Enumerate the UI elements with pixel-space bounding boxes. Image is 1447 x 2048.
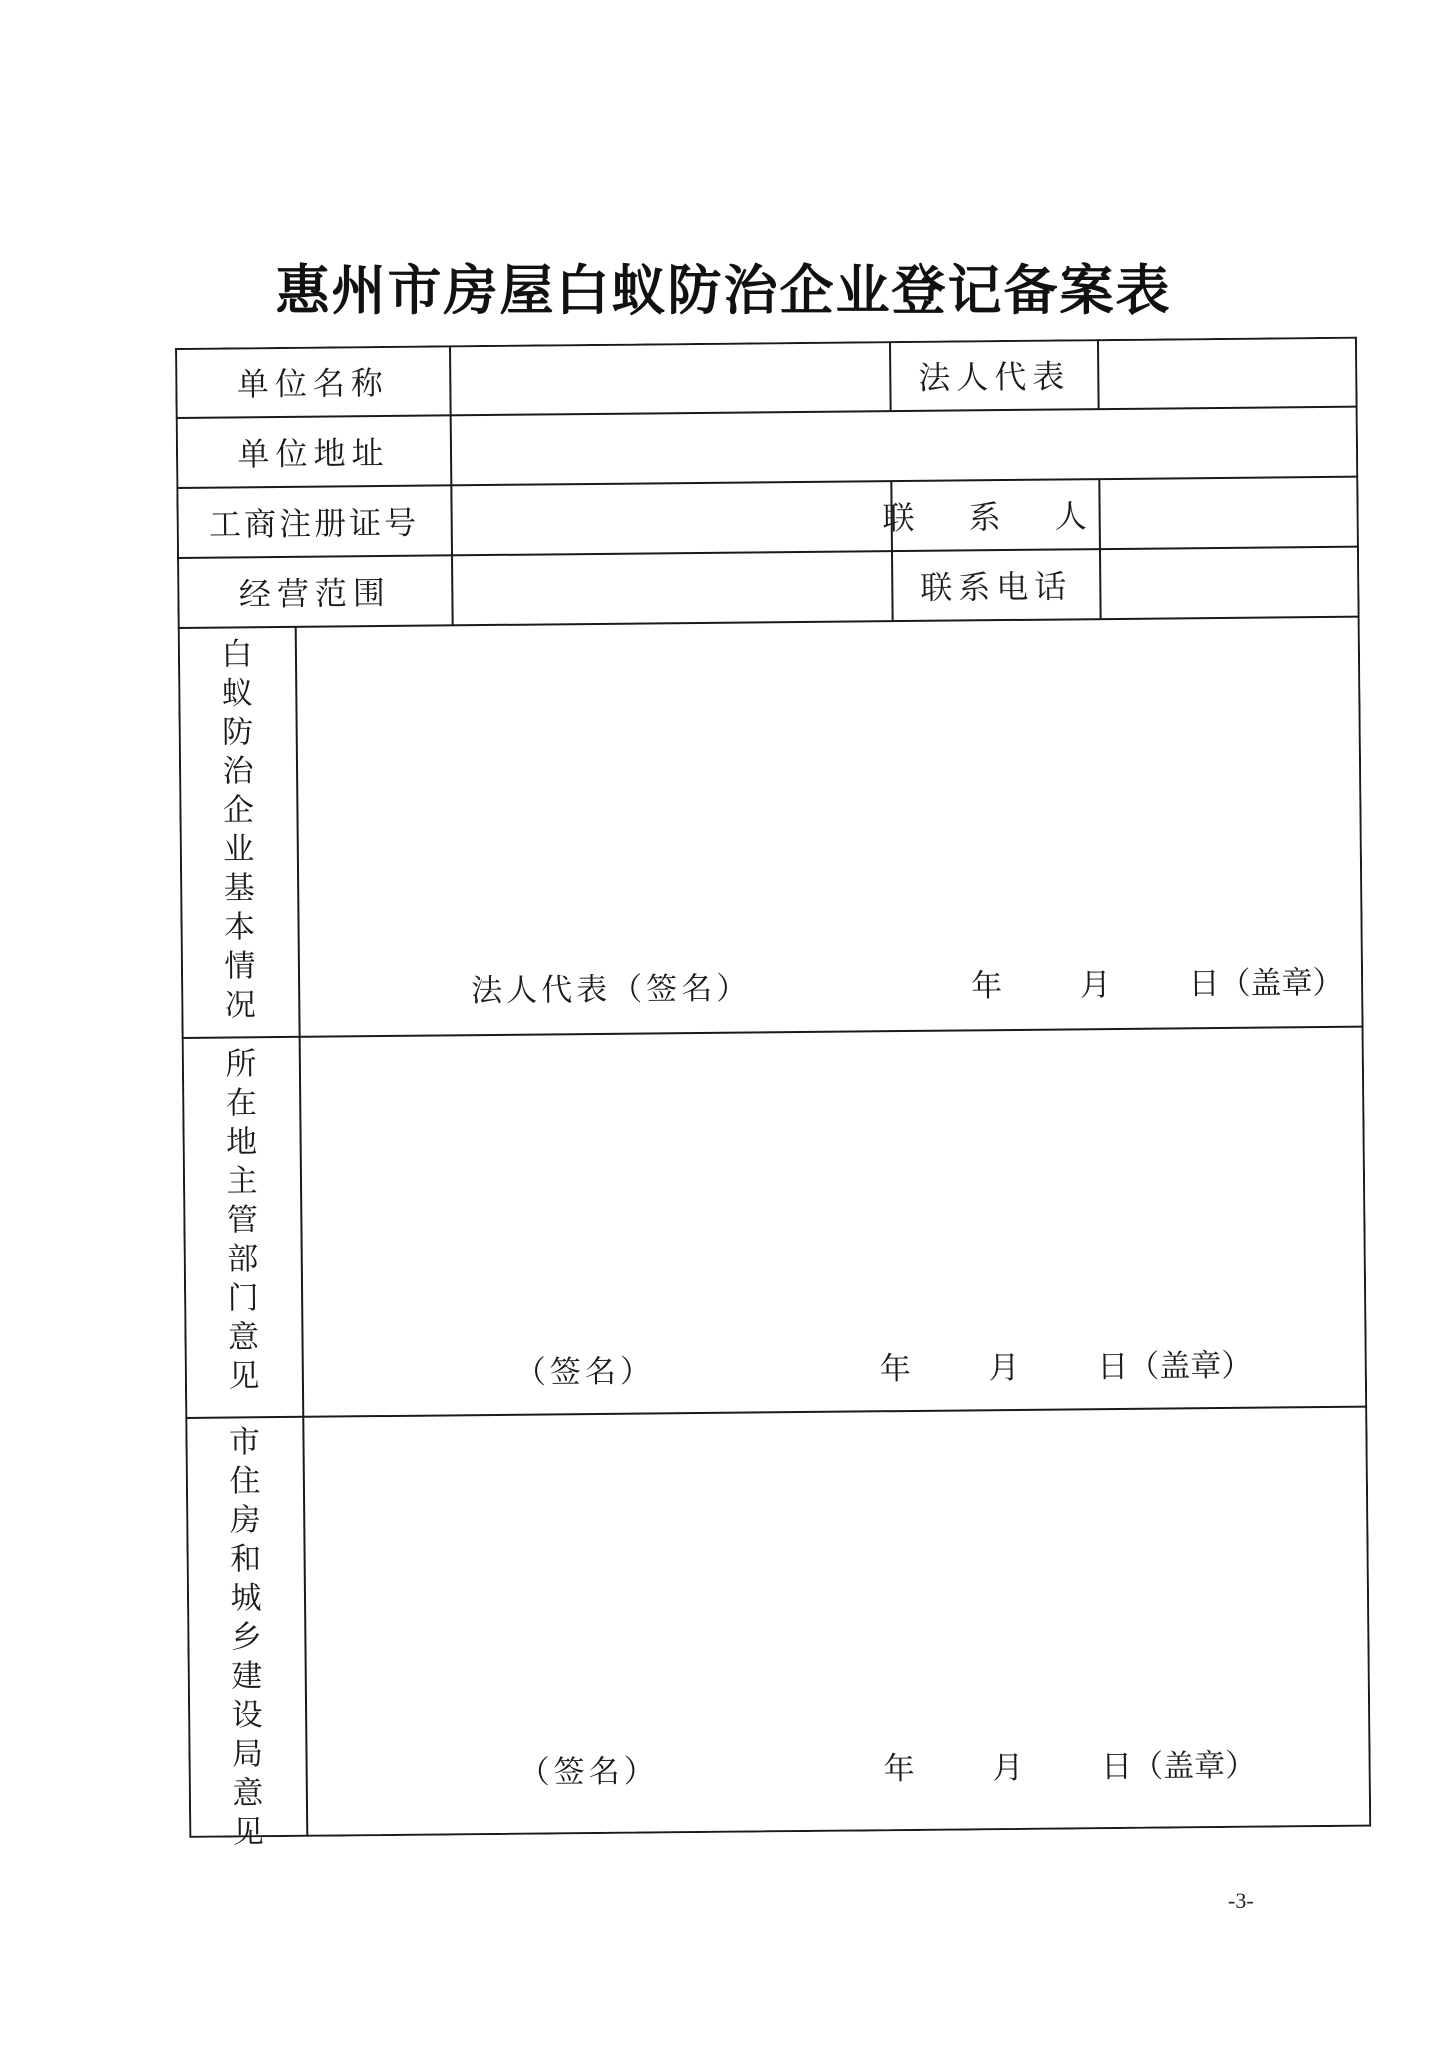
- business-scope-field[interactable]: [462, 551, 883, 625]
- month-label: 月: [992, 1749, 1024, 1787]
- section-basic-info-date: [971, 957, 1344, 1006]
- business-reg-field[interactable]: [461, 481, 882, 555]
- day-stamp-label: 日（盖章）: [1188, 964, 1344, 1003]
- contact-person-label: 联 系 人: [882, 497, 1110, 538]
- legal-rep-label: 法人代表: [918, 357, 1071, 397]
- registration-form-table: [175, 337, 1371, 1851]
- unit-address-field[interactable]: [461, 407, 1342, 485]
- year-label: 年: [879, 1350, 912, 1388]
- section-city-bureau-signature: （签名）: [518, 1753, 659, 1791]
- section-basic-info-label: 白蚁防治企业基本情况: [221, 636, 256, 1024]
- section-local-dept-label: 所在地主管部门意见: [225, 1046, 260, 1395]
- page-number: -3-: [1228, 1888, 1254, 1913]
- page-title: 惠州市房屋白蚁防治企业登记备案表: [275, 258, 1172, 322]
- year-label: 年: [970, 968, 1003, 1005]
- year-label: 年: [883, 1750, 915, 1788]
- unit-name-field[interactable]: [460, 341, 881, 415]
- month-label: 月: [988, 1349, 1020, 1387]
- unit-address-label: 单位地址: [237, 433, 390, 474]
- day-stamp-label: 日（盖章）: [1097, 1347, 1253, 1386]
- business-scope-label: 经营范围: [238, 573, 392, 614]
- section-city-bureau-date: [883, 1740, 1256, 1789]
- contact-phone-label: 联系电话: [920, 567, 1073, 607]
- section-local-dept-date: [880, 1340, 1253, 1389]
- month-label: 月: [1079, 967, 1112, 1004]
- unit-name-label: 单位名称: [236, 363, 390, 404]
- contact-person-field[interactable]: [1109, 477, 1350, 549]
- business-reg-label: 工商注册证号: [208, 503, 420, 544]
- day-stamp-label: 日（盖章）: [1100, 1747, 1257, 1786]
- contact-phone-field[interactable]: [1110, 547, 1351, 619]
- section-local-dept-signature: （签名）: [514, 1353, 656, 1391]
- section-basic-info-signature: 法人代表（签名）: [471, 970, 752, 1010]
- section-city-bureau-label: 市住房和城乡建设局意见: [228, 1424, 264, 1851]
- legal-rep-field[interactable]: [1108, 337, 1349, 409]
